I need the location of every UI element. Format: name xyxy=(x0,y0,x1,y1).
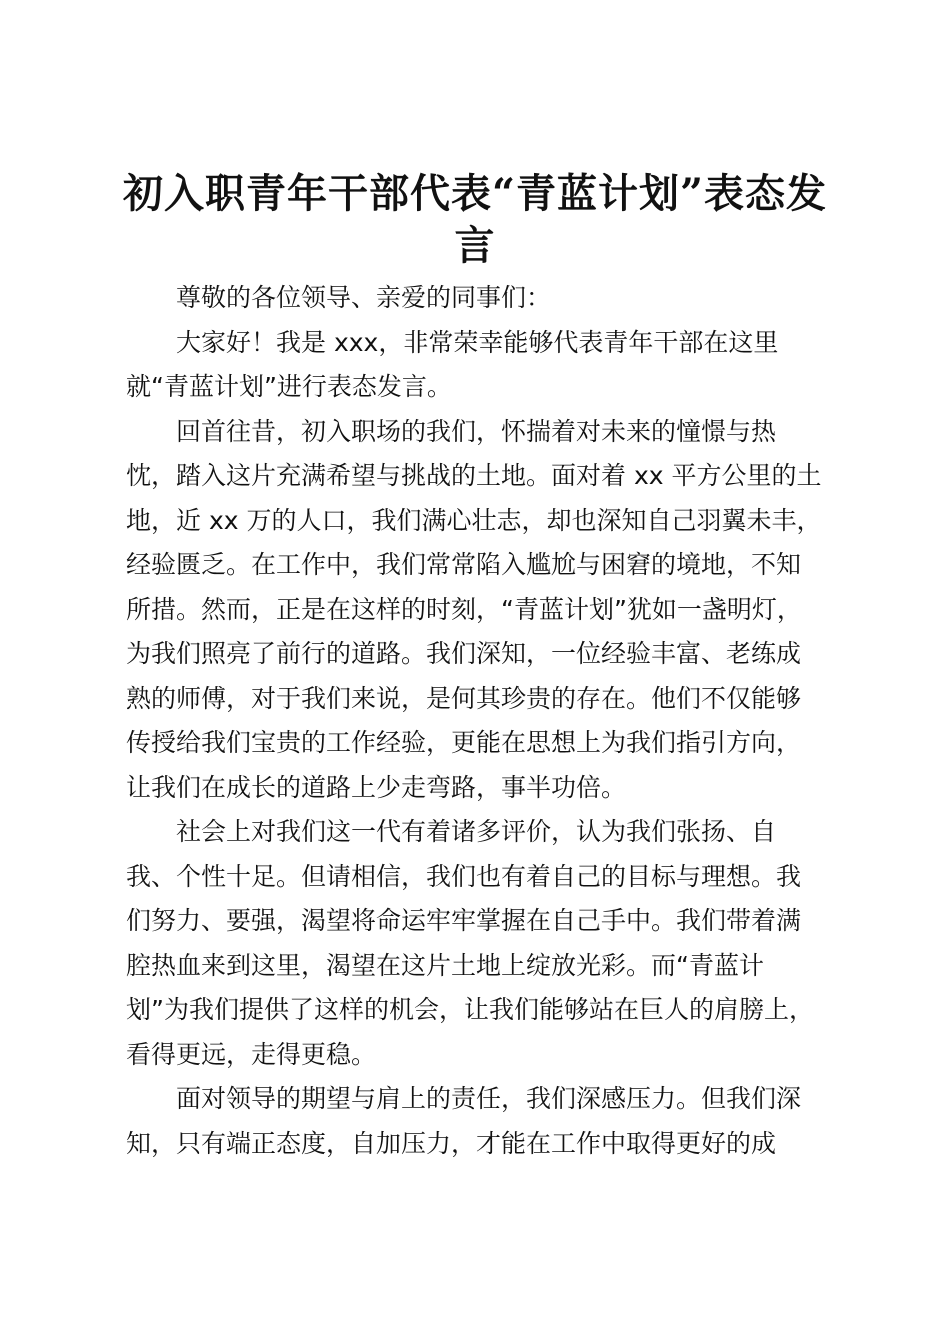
text-line: 让我们在成长的道路上少走弯路，事半功倍。 xyxy=(126,772,627,802)
text-line: 知，只有端正态度，自加压力，才能在工作中取得更好的成 xyxy=(126,1128,777,1158)
paragraph-responsibility xyxy=(126,1077,830,1166)
text-line: 面对领导的期望与肩上的责任，我们深感压力。但我们深 xyxy=(176,1084,802,1113)
text-line: 忱，踏入这片充满希望与挑战的土地。面对着 xx 平方公里的土 xyxy=(126,461,822,490)
text-line: 社会上对我们这一代有着诸多评价，认为我们张扬、自 xyxy=(176,817,777,846)
text-line: 们努力、要强，渴望将命运牢牢掌握在自己手中。我们带着满 xyxy=(126,906,802,935)
text-line: 回首往昔，初入职场的我们，怀揣着对未来的憧憬与热 xyxy=(176,416,777,446)
text-line: 熟的师傅，对于我们来说，是何其珍贵的存在。他们不仅能够 xyxy=(126,683,802,713)
document-body xyxy=(126,276,830,1166)
text-line: 我、个性十足。但请相信，我们也有着自己的目标与理想。我 xyxy=(126,861,802,891)
text-line: 看得更远，走得更稳。 xyxy=(126,1039,377,1069)
paragraph-greeting xyxy=(126,321,830,410)
text-line: 腔热血来到这里，渴望在这片土地上绽放光彩。而“青蓝计 xyxy=(126,950,764,980)
paragraph-retrospect xyxy=(126,410,830,811)
text-line: 就“青蓝计划”进行表态发言。 xyxy=(126,372,452,401)
text-line: 所措。然而，正是在这样的时刻，“青蓝计划”犹如一盏明灯， xyxy=(126,594,802,624)
paragraph-generation xyxy=(126,810,830,1077)
text-line: 为我们照亮了前行的道路。我们深知，一位经验丰富、老练成 xyxy=(126,639,802,668)
text-line: 经验匮乏。在工作中，我们常常陷入尴尬与困窘的境地，不知 xyxy=(126,550,802,579)
paragraph-salutation xyxy=(126,276,830,321)
text-line: 划”为我们提供了这样的机会，让我们能够站在巨人的肩膀上， xyxy=(126,995,814,1024)
document-title: 初入职青年干部代表“青蓝计划”表态发言 xyxy=(122,170,827,269)
text-line: 传授给我们宝贵的工作经验，更能在思想上为我们指引方向， xyxy=(126,728,802,757)
text-line: 尊敬的各位领导、亲爱的同事们： xyxy=(176,283,552,312)
text-line: 大家好！我是 xxx，非常荣幸能够代表青年干部在这里 xyxy=(176,327,779,357)
text-line: 地，近 xx 万的人口，我们满心壮志，却也深知自己羽翼未丰， xyxy=(126,505,822,535)
